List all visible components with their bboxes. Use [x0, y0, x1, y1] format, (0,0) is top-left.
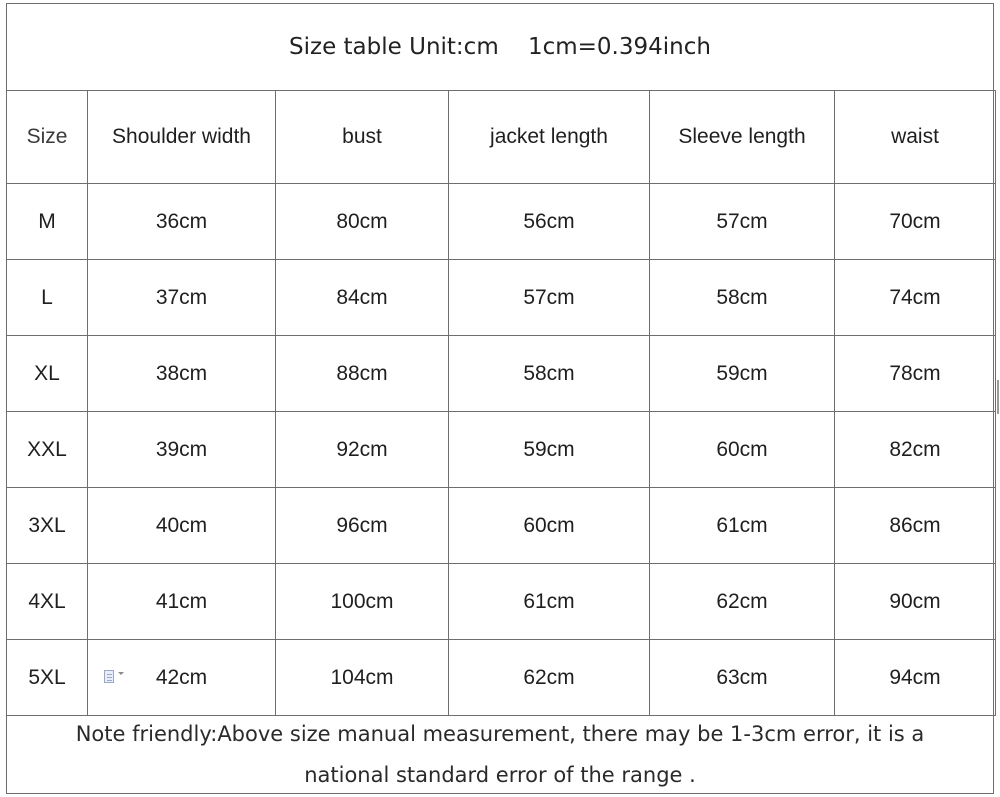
sleeve-length-cell: 60cm: [650, 412, 835, 488]
shoulder-width-value-wrap: [156, 666, 207, 690]
table-row: [7, 412, 996, 488]
header-shoulder-width: Shoulder width: [88, 91, 276, 184]
jacket-length-cell: 57cm: [449, 260, 650, 336]
jacket-length-cell: 60cm: [449, 488, 650, 564]
table-row: [7, 184, 996, 260]
scrollbar-marker: [997, 380, 999, 414]
table-row: [7, 336, 996, 412]
waist-cell: 70cm: [835, 184, 996, 260]
header-jacket-length: jacket length: [449, 91, 650, 184]
header-row: [7, 91, 996, 184]
waist-cell: 90cm: [835, 564, 996, 640]
waist-cell: 86cm: [835, 488, 996, 564]
jacket-length-cell: 62cm: [449, 640, 650, 716]
sleeve-length-cell: 62cm: [650, 564, 835, 640]
header-waist: waist: [835, 91, 996, 184]
waist-cell: 74cm: [835, 260, 996, 336]
sleeve-length-cell: 59cm: [650, 336, 835, 412]
table-row: [7, 260, 996, 336]
table-row: [7, 640, 996, 716]
table-row: [7, 488, 996, 564]
shoulder-width-value: 42cm: [155, 665, 208, 689]
size-cell: 4XL: [7, 564, 88, 640]
jacket-length-cell: 56cm: [449, 184, 650, 260]
bust-cell: 104cm: [276, 640, 449, 716]
size-cell: 3XL: [7, 488, 88, 564]
sleeve-length-cell: 61cm: [650, 488, 835, 564]
header-bust: bust: [276, 91, 449, 184]
jacket-length-cell: 61cm: [449, 564, 650, 640]
waist-cell: 94cm: [835, 640, 996, 716]
sleeve-length-cell: 57cm: [650, 184, 835, 260]
bust-cell: 80cm: [276, 184, 449, 260]
shoulder-width-cell: 36cm: [88, 184, 276, 260]
note-line-1: Note friendly:Above size manual measurement, there may be 1-3cm error, it is a: [75, 722, 925, 746]
shoulder-width-cell: 41cm: [88, 564, 276, 640]
jacket-length-cell: 59cm: [449, 412, 650, 488]
table-row: [7, 564, 996, 640]
bust-cell: 92cm: [276, 412, 449, 488]
paste-options-document-icon[interactable]: [104, 670, 114, 683]
shoulder-width-cell: 38cm: [88, 336, 276, 412]
note-text: [7, 712, 993, 794]
header-sleeve-length: Sleeve length: [650, 91, 835, 184]
size-cell: M: [7, 184, 88, 260]
sleeve-length-cell: 58cm: [650, 260, 835, 336]
waist-cell: 78cm: [835, 336, 996, 412]
bust-cell: 88cm: [276, 336, 449, 412]
waist-cell: 82cm: [835, 412, 996, 488]
header-size: Size: [7, 91, 88, 184]
bust-cell: 96cm: [276, 488, 449, 564]
note-line-2: national standard error of the range .: [304, 763, 696, 787]
jacket-length-cell: 58cm: [449, 336, 650, 412]
sleeve-length-cell: 63cm: [650, 640, 835, 716]
size-table-title: Size table Unit:cm 1cm=0.394inch: [7, 4, 993, 91]
shoulder-width-cell: 39cm: [88, 412, 276, 488]
bust-cell: 100cm: [276, 564, 449, 640]
size-cell: XXL: [7, 412, 88, 488]
size-chart: [6, 3, 994, 794]
size-cell: L: [7, 260, 88, 336]
shoulder-width-cell: 37cm: [88, 260, 276, 336]
chevron-down-icon[interactable]: [118, 672, 124, 675]
size-cell: XL: [7, 336, 88, 412]
size-cell: 5XL: [7, 640, 88, 716]
size-table: [6, 90, 996, 716]
shoulder-width-cell: [88, 640, 276, 716]
bust-cell: 84cm: [276, 260, 449, 336]
shoulder-width-cell: 40cm: [88, 488, 276, 564]
